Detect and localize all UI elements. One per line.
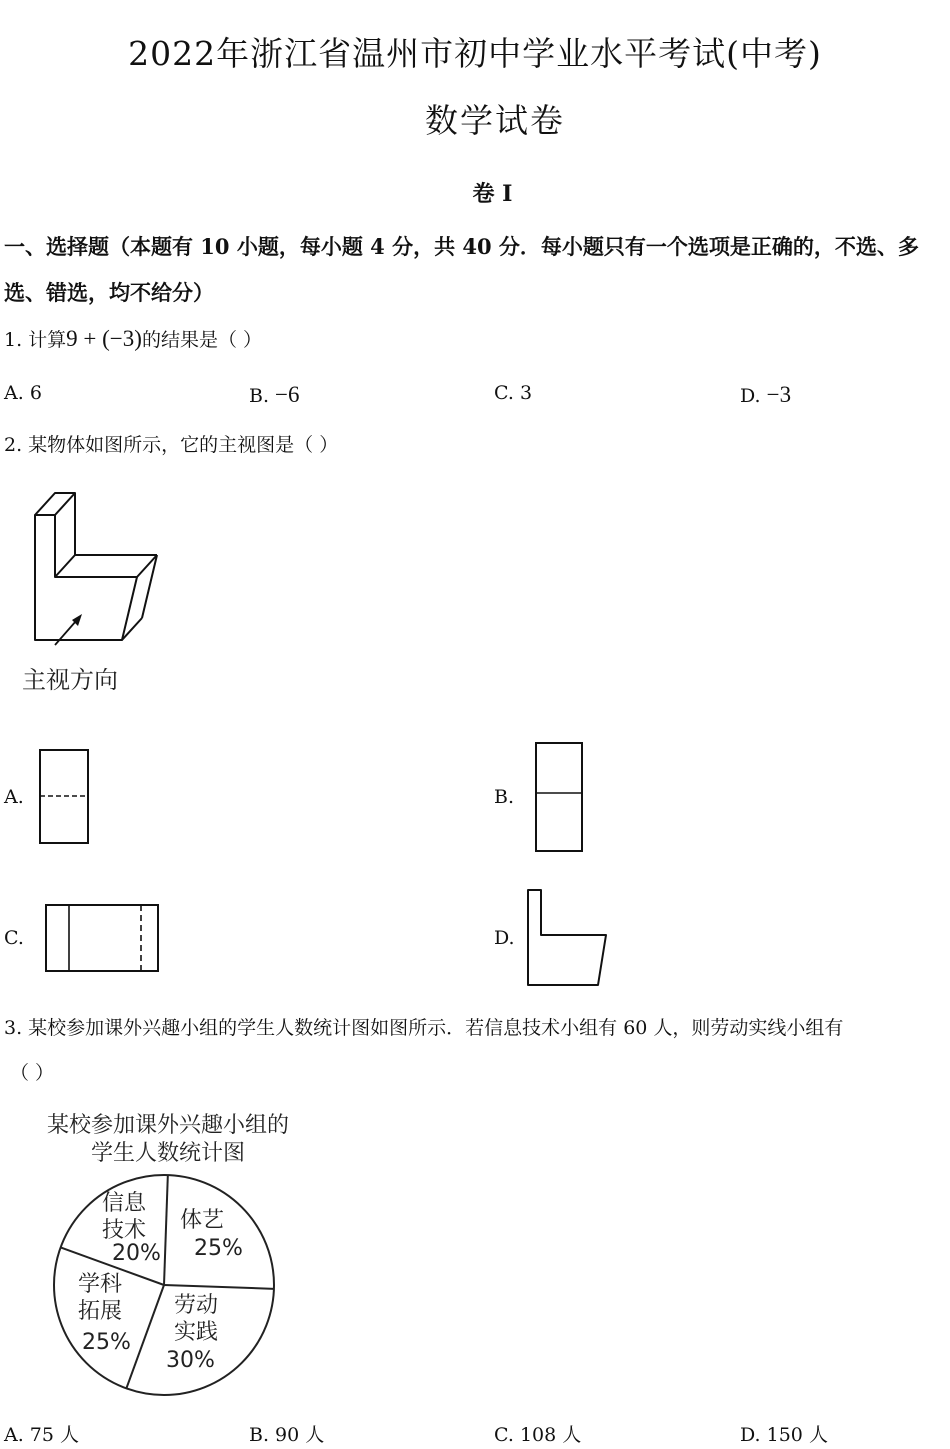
q1-option-c-label: C. (494, 382, 520, 404)
question-2: 2. 某物体如图所示，它的主视图是（ ） (4, 434, 339, 456)
pie-slice-boundary-xueke (126, 1285, 164, 1388)
question-3-cont: （ ） (10, 1062, 55, 1084)
slice-value-laodong (166, 1348, 215, 1373)
slice-value-xueke (82, 1330, 131, 1355)
part-label: 卷 I (472, 181, 513, 207)
q2-option-a-label[interactable]: A. (4, 786, 24, 808)
q2-option-d-label[interactable]: D. (494, 927, 515, 949)
q1-suffix: 的结果是（ ） (141, 329, 262, 351)
slice-laodong-name-1: 劳动 (174, 1293, 219, 1318)
q1-option-d[interactable] (740, 382, 791, 408)
slice-xueke-name-2: 拓展 (78, 1299, 123, 1324)
slice-label-xinxi (102, 1190, 146, 1244)
slice-xueke-name-1: 学科 (78, 1272, 123, 1297)
view-direction-label: 主视方向 (22, 666, 118, 694)
slice-value-tiyi (194, 1236, 243, 1261)
q3-option-b[interactable]: B. 90 人 (249, 1424, 325, 1446)
chart-title-line-2: 学生人数统计图 (90, 1141, 245, 1166)
slice-xinxi-name-1: 信息 (102, 1191, 147, 1216)
q2-option-b-figure (534, 741, 586, 854)
section-heading: 一、选择题（本题有 10 小题，每小题 4 分，共 40 分．每小题只有一个选项是正确的，不选、多选、错选，均不给分） (4, 234, 919, 305)
q1-option-d-value: −3 (766, 382, 792, 407)
q1-option-c[interactable] (494, 382, 532, 404)
q3-option-c[interactable]: C. 108 人 (494, 1424, 582, 1446)
q1-expression: 9 + (−3) (66, 326, 142, 351)
q1-option-d-label: D. (740, 385, 767, 407)
slice-xinxi-value: 20% (112, 1241, 161, 1266)
q1-option-a[interactable] (4, 382, 42, 404)
slice-xinxi-name-2: 技术 (102, 1218, 147, 1243)
question-3: 3. 某校参加课外兴趣小组的学生人数统计图如图所示．若信息技术小组有 60 人，则劳动实线小组有 (4, 1017, 844, 1039)
q3-option-a[interactable]: A. 75 人 (4, 1424, 80, 1446)
question-1 (4, 325, 262, 352)
slice-label-xueke (78, 1271, 122, 1325)
pie-chart (0, 1160, 300, 1410)
q1-option-b[interactable] (249, 382, 300, 408)
slice-tiyi-value: 25% (194, 1236, 243, 1261)
q1-option-a-value: 6 (29, 382, 42, 404)
chart-title-line-1: 某校参加课外兴趣小组的 (46, 1113, 289, 1138)
q2-option-c-label[interactable]: C. (4, 927, 24, 949)
slice-laodong-name-2: 实践 (174, 1320, 219, 1345)
pie-slice-boundary-tiyi (164, 1175, 168, 1285)
q2-option-c-figure (44, 903, 162, 975)
slice-value-xinxi (112, 1241, 161, 1266)
q3-option-d[interactable]: D. 150 人 (740, 1424, 828, 1446)
q2-option-a-figure (38, 748, 92, 846)
q1-option-a-label: A. (4, 382, 30, 404)
q2-option-d-figure (526, 888, 610, 990)
slice-label-laodong (174, 1292, 218, 1346)
q1-option-b-label: B. (249, 385, 276, 407)
exam-subtitle: 数学试卷 (425, 101, 565, 140)
slice-label-tiyi (180, 1203, 224, 1234)
slice-tiyi-name: 体艺 (180, 1208, 225, 1233)
pie-slice-boundary-laodong (164, 1285, 274, 1289)
q1-prefix: 1. 计算 (4, 329, 67, 351)
q1-option-c-value: 3 (519, 382, 533, 404)
slice-laodong-value: 30% (166, 1348, 215, 1373)
slice-xueke-value: 25% (82, 1330, 131, 1355)
q2-option-b-label[interactable]: B. (494, 786, 515, 808)
exam-title: 2022年浙江省温州市初中学业水平考试(中考) (128, 34, 822, 73)
q1-option-b-value: −6 (275, 382, 300, 407)
